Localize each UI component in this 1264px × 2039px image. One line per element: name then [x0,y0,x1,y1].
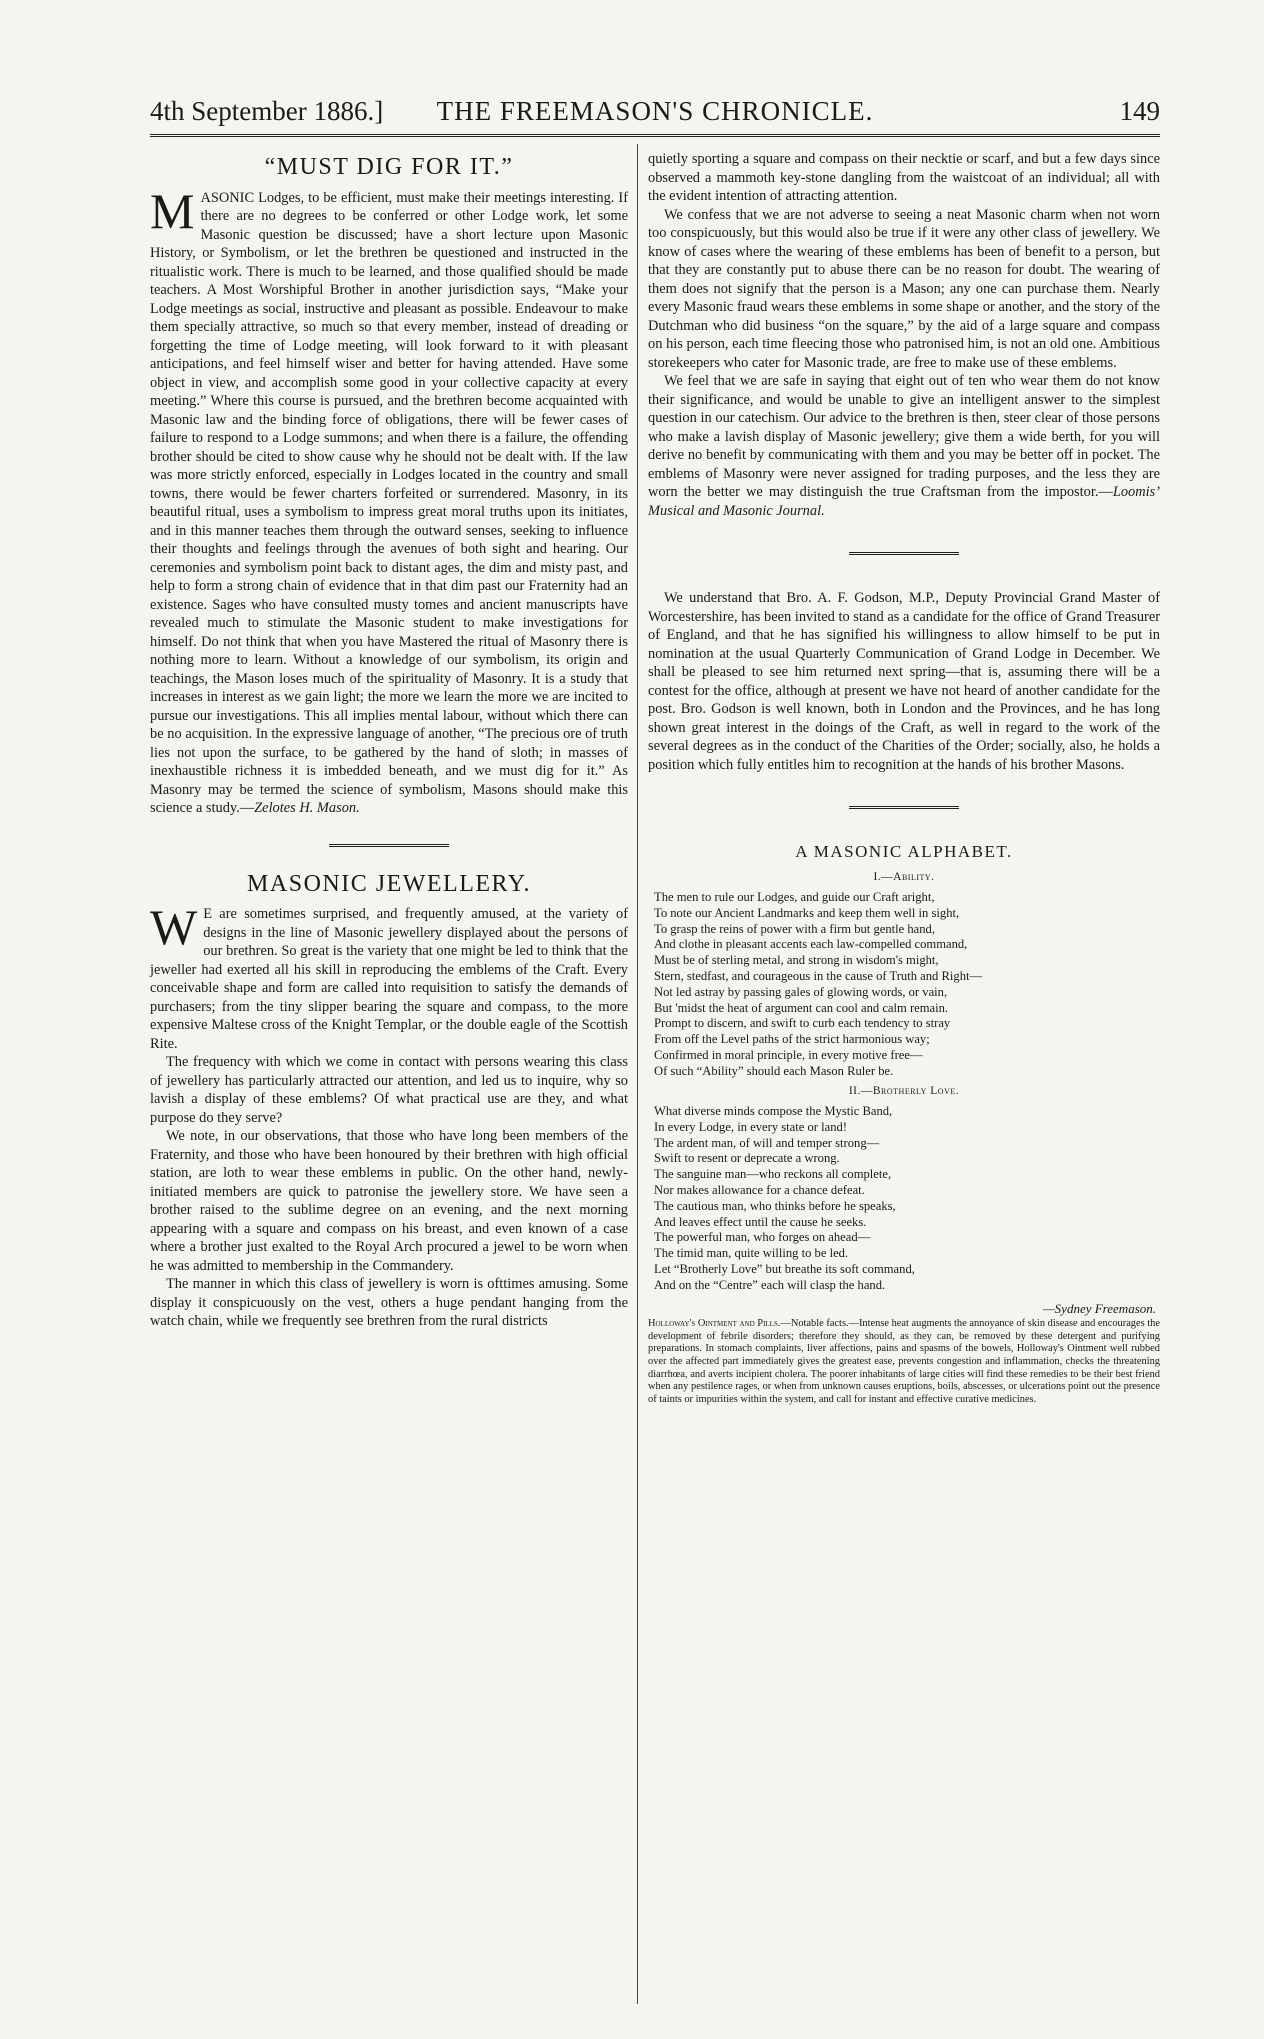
advert-text: —Notable facts.—Intense heat augments the annoyance of skin disease and encourages the development of febrile disorders; therefore they should, as they can, be removed by these detergent and purifying preparations. In stomach complaints, liver affections, pains and spasms of the bowels, Holloway's Ointment well rubbed over the affected part immediately gives the greatest ease, prevents congestion and inflammation, checks the threatening diarrhœa, and averts incipient cholera. The poorer inhabitants of large cities will find these remedies to be their best friend when any pestilence rages, or when from unknown causes eruptions, boils, abscesses, or ulcerations point out the presence of taints or impurities within the system, and call for instant and effective curative medicines. [648,1318,1160,1405]
article-body-must-dig [150,182,628,818]
poem-brotherly-love [648,1104,1160,1294]
poem-line: But 'midst the heat of argument can cool and calm remain. [654,1000,949,1015]
advertisement [648,1318,1160,1406]
jewellery-paragraph-5: quietly sporting a square and compass on their necktie or scarf, and but a few days since observed a mammoth key-stone dangling from the waistcoat of an individual; all with the evident intention of attracting attention. [648,151,1160,204]
jewellery-paragraph-2: The frequency with which we come in contact with persons wearing this class of jewellery has particularly attracted our attention, and led us to inquire, why so lavish a display of these emblems? Of what practical use are they, and what purpose do they serve? [150,1054,628,1126]
poem-line: The men to rule our Lodges, and guide our Craft aright, [654,890,935,904]
masthead [150,96,1160,130]
poem-line: The cautious man, who thinks before he speaks, [654,1198,896,1213]
article-source: Zelotes H. Mason. [254,800,360,816]
poem-line: In every Lodge, in every state or land! [654,1119,848,1134]
jewellery-paragraph-1 [150,899,628,1053]
poem-line: And clothe in pleasant accents each law-compelled command, [654,937,968,952]
poem-line: Stern, stedfast, and courageous in the cause of Truth and Right— [654,968,983,983]
paragraph-text: We feel that we are safe in saying that eight out of ten who wear them do not know their significance, and would be unable to give an intelligent answer to the simplest question in our catechism. Our advice to the brethren is then, steer clear of those persons who make a lavish display of Masonic jewellery; give them a wide berth, for you will derive no benefit by communicating with them and you may be better off in pocket. The emblems of Masonry were never assigned for trading purposes, and the less they are worn the better we may distinguish the true Craftsman from the impostor.— [648,373,1160,500]
poem-line: Let “Brotherly Love” but breathe its soft command, [654,1262,915,1277]
advert-lead: Holloway's Ointment and Pills. [648,1318,781,1330]
section-separator [329,844,449,849]
poem-line: The powerful man, who forges on ahead— [654,1230,871,1245]
poem-line: What diverse minds compose the Mystic Band, [654,1104,893,1119]
article-text: ASONIC Lodges, to be efficient, must make their meetings interesting. If there are no degrees to be conferred or other Lodge work, let some Masonic question be discussed; have a short lecture upon Masonic History, or Symbolism, or let the brethren be questioned and instructed in the ritualistic work. There is much to be learned, and those qualified should be made teachers. A Most Worshipful Brother in another jurisdiction says, “Make your Lodge meetings as social, instructive and pleasant as possible. Endeavour to make them specially attractive, so much so that every member, instead of dreading or forgetting the time of Lodge meeting, will look forward to it with pleasant anticipations, and feel himself wiser and better for having attended. Have some object in view, and accomplish some good in your collective capacity at every meeting.” Where this course is pursued, and the brethren become acquainted with Masonic law and the binding force of obligations, there will be fewer cases of failure to respond to a Lodge summons; and when there is a failure, the offending brother should be cited to show cause why he should not be dealt with. If the law was more strictly enforced, especially in Lodges located in the country and small towns, there would be fewer charters forfeited or surrendered. Masonry, in its beautiful ritual, uses a symbolism to impress great moral truths upon its initiates, and in this manner teaches them through the outward senses, seeking to influence their thoughts and feelings through the avenues of both sight and hearing. Our ceremonies and symbolism point back to distant ages, the dim and misty past, and help to form a strong chain of evidence that in that dim past our Fraternity had an existence. Sages who have consulted musty tomes and ancient manuscripts have revealed much to stimulate the Masonic student to make investigations for himself. Do not think that when you have Mastered the ritual of Masonry there is nothing more to learn. Without a knowledge of our symbolism, its origin and teachings, the Mason loses much of the spirituality of Masonry. It is a study that increases in interest as we gain light; the more we learn the more we are incited to pursue our investigations. This all implies mental labour, without which there can be no acquisition. In the expressive language of another, “The precious ore of truth lies not upon the surface, to be gathered by the hand of sloth; in masses of inexhaustible richness it is imbedded beneath, and we must dig for it.” As Masonry may be termed the science of symbolism, Masons should make this science a study.— [150,189,628,816]
jewellery-paragraph-3: We note, in our observations, that those who have long been members of the Fraternity, and those who have been honoured by their brethren with high official station, are loth to wear these emblems in public. On the other hand, newly-initiated members are quick to patronise the jewellery store. We have seen a brother raised to the sublime degree on an evening, and the next morning appearing with a square and compass on his breast, and even known of a case where a brother just exalted to the Royal Arch procured a jewel to be worn when he was admitted to membership in the Commandery. [150,1128,628,1274]
poem-line: Nor makes allowance for a chance defeat. [654,1183,865,1198]
poem-line: Confirmed in moral principle, in every motive free— [654,1047,923,1062]
article-source: Loomis’ Musical and Masonic Journal. [648,484,1160,519]
poem-line: Swift to resent or deprecate a wrong. [654,1151,840,1166]
poem-line: And on the “Centre” each will clasp the hand. [654,1277,886,1292]
section-separator [849,552,959,557]
drop-cap: M [150,182,195,239]
article-title-must-dig: “MUST DIG FOR IT.” [264,154,514,180]
jewellery-paragraph-7 [648,372,1160,520]
poem-line: The timid man, quite willing to be led. [654,1246,849,1261]
paragraph-text: E are sometimes surprised, and frequently amused, at the variety of designs in the line of Masonic jewellery displayed about the persons of our brethren. So great is the variety that one might be led to think that the jeweller had exerted all his skill in reproducing the emblems of the Craft. Every conceivable shape and form are called into requisition to satisfy the demands of purchasers; from the tiny slipper bearing the square and compass, to the more expensive Maltese cross of the Knight Templar, or the double eagle of the Scottish Rite. [150,906,628,1052]
poem-line: From off the Level paths of the strict harmonious way; [654,1032,930,1047]
poem-line: To note our Ancient Landmarks and keep them well in sight, [654,905,960,920]
right-column [648,150,1160,1406]
poem-line: And leaves effect until the cause he seeks. [654,1214,867,1229]
poem-line: Must be of sterling metal, and strong in wisdom's might, [654,953,939,968]
column-divider [637,144,638,2004]
poem-line: The ardent man, of will and temper strong— [654,1135,880,1150]
article-title-jewellery: MASONIC JEWELLERY. [247,870,531,897]
poem-line: The sanguine man—who reckons all complete, [654,1167,892,1182]
page-number: 149 [1119,96,1160,126]
poem-line: Prompt to discern, and swift to curb each tendency to stray [654,1016,951,1031]
jewellery-paragraph-4: The manner in which this class of jewellery is worn is ofttimes amusing. Some display it conspicuously on the vest, others a huge pendant hanging from the watch chain, while we frequently see brethren from the rural districts [150,1276,628,1329]
poem-line: To grasp the reins of power with a firm but gentle hand, [654,921,936,936]
left-column [150,150,628,1331]
jewellery-paragraph-6: We confess that we are not adverse to seeing a neat Masonic charm when not worn too conspicuously, but this would also be true if it were any other class of jewellery. We know of cases where the wearing of these emblems has been of benefit to a person, but that they are constantly put to abuse there can be no reason for doubt. The wearing of them does not signify that the person is a Mason; any one can purchase them. Nearly every Masonic fraud wears these emblems in some shape or another, and the story of the Dutchman who did business “on the square,” by the aid of a large square and compass on his person, each time fleecing those who patronised him, is not an old one. Ambitious storekeepers who cater for Masonic trade, are free to make use of these emblems. [648,206,1160,371]
issue-date: 4th September 1886.] [150,96,384,126]
poem-section-heading: I.—Ability. [873,870,935,883]
section-separator [849,806,959,811]
poem-line: Of such “Ability” should each Mason Ruler be. [654,1063,894,1078]
poem-source: —Sydney Freemason. [1043,1300,1156,1316]
header-rule [150,134,1160,137]
poem-title: A MASONIC ALPHABET. [795,842,1013,861]
publication-title: THE FREEMASON'S CHRONICLE. [436,96,874,126]
drop-cap: W [150,899,198,955]
poem-ability [648,890,1160,1080]
godson-paragraph: We understand that Bro. A. F. Godson, M.P., Deputy Provincial Grand Master of Worcestershire, has been invited to stand as a candidate for the office of Grand Treasurer of England, and that he has signified his willingness to allow himself to be put in nomination at the usual Quarterly Communication of Grand Lodge in December. We shall be pleased to see him returned next spring—that is, assuming there will be a contest for the office, although at present we have not heard of another candidate for the post. Bro. Godson is well known, both in London and the Provinces, and he has long shown great interest in the doings of the Craft, as well in regard to the work of the several degrees as in the conduct of the Charities of the Order; socially, also, he holds a position which fully entitles him to recognition at the hands of his brother Masons. [648,590,1160,773]
poem-section-heading: II.—Brotherly Love. [848,1084,960,1097]
poem-line: Not led astray by passing gales of glowing words, or vain, [654,984,948,999]
